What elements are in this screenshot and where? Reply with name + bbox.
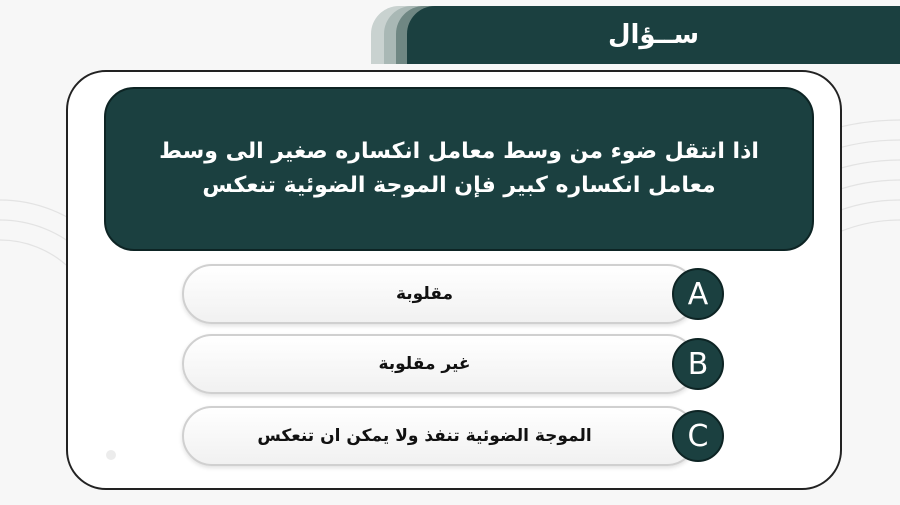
answer-option-a[interactable] <box>182 264 722 326</box>
answer-pill[interactable] <box>182 334 697 394</box>
answer-pill[interactable] <box>182 406 697 466</box>
answer-text: غير مقلوبة <box>378 354 471 374</box>
question-box <box>104 87 814 251</box>
answer-text: الموجة الضوئية تنفذ ولا يمكن ان تنعكس <box>257 426 592 446</box>
answer-letter-badge: B <box>672 338 724 390</box>
answer-option-c[interactable] <box>182 406 722 468</box>
answer-text: مقلوبة <box>395 284 454 304</box>
answer-pill[interactable] <box>182 264 697 324</box>
decorative-dot <box>106 450 116 460</box>
header-title: ســؤال <box>607 20 700 50</box>
answer-option-b[interactable] <box>182 334 722 396</box>
answer-letter-badge: C <box>672 410 724 462</box>
question-text: اذا انتقل ضوء من وسط معامل انكساره صغير الى وسط معامل انكساره كبير فإن الموجة الضوئية تنعكس <box>159 139 759 198</box>
header-tab <box>407 6 900 64</box>
answer-letter-badge: A <box>672 268 724 320</box>
